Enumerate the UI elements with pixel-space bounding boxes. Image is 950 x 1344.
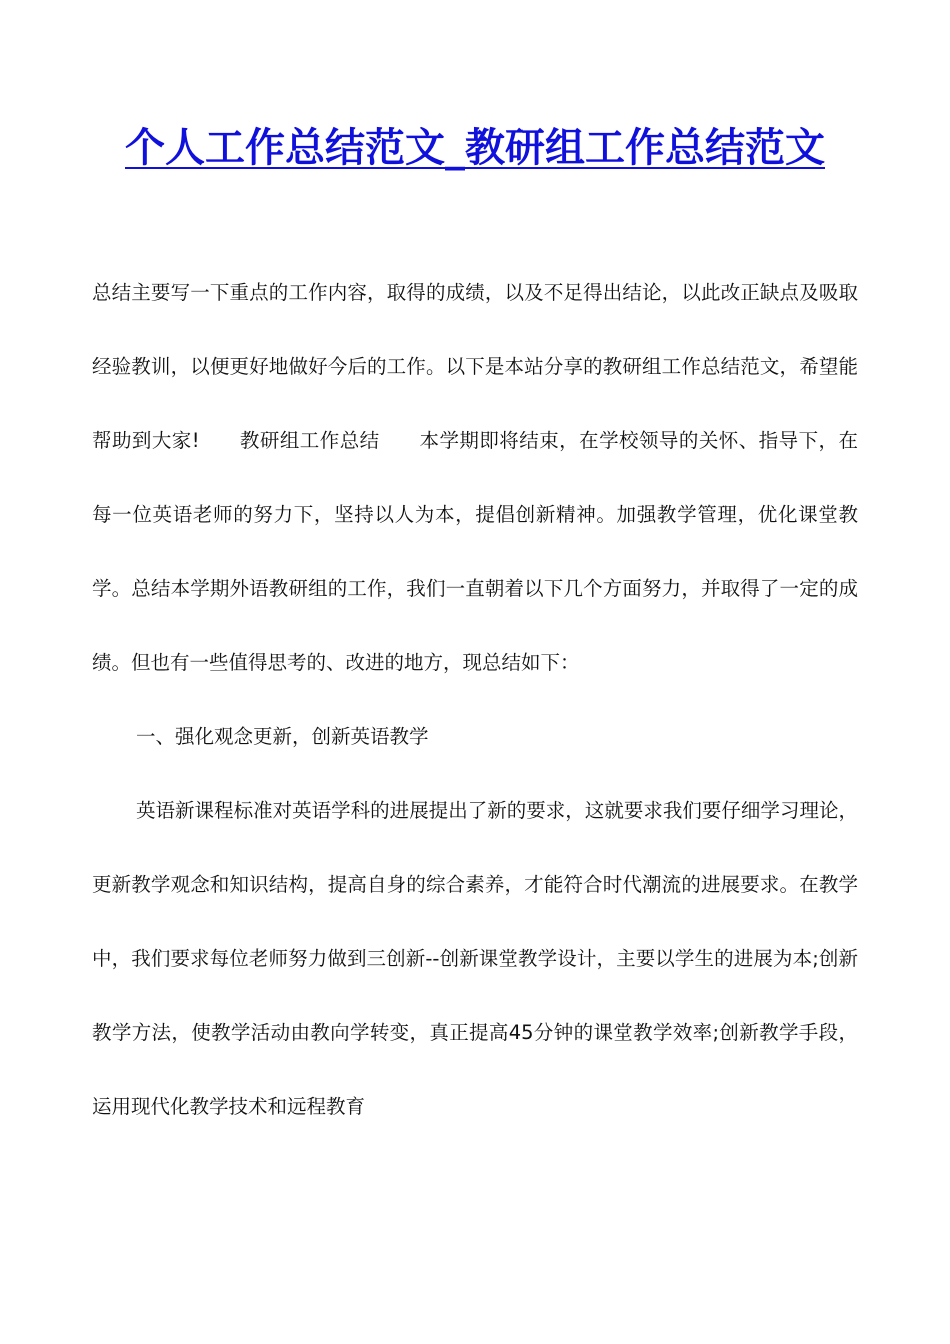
document-body (92, 256, 858, 1144)
document-title[interactable]: 个人工作总结范文_教研组工作总结范文 (125, 124, 825, 171)
section-heading: 一、强化观念更新，创新英语教学 (136, 725, 429, 748)
intro-paragraph: 总结主要写一下重点的工作内容，取得的成绩，以及不足得出结论，以此改正缺点及吸取经验教训，以便更好地做好今后的工作。以下是本站分享的教研组工作总结范文，希望能帮助到大家! 教研组工作总结 本学期即将结束，在学校领导的关怀、指导下，在每一位英语老师的努力下，坚持以人为本，提倡创新精神。加强教学管理，优化课堂教学。总结本学期外语教研组的工作，我们一直朝着以下几个方面努力，并取得了一定的成绩。但也有一些值得思考的、改进的地方，现总结如下： (92, 281, 858, 674)
section-paragraph: 英语新课程标准对英语学科的进展提出了新的要求，这就要求我们要仔细学习理论，更新教学观念和知识结构，提高自身的综合素养，才能符合时代潮流的进展要求。在教学中，我们要求每位老师努力做到三创新--创新课堂教学设计，主要以学生的进展为本;创新教学方法，使教学活动由教向学转变，真正提高45分钟的课堂教学效率;创新教学手段，运用现代化教学技术和远程教育 (92, 799, 858, 1118)
